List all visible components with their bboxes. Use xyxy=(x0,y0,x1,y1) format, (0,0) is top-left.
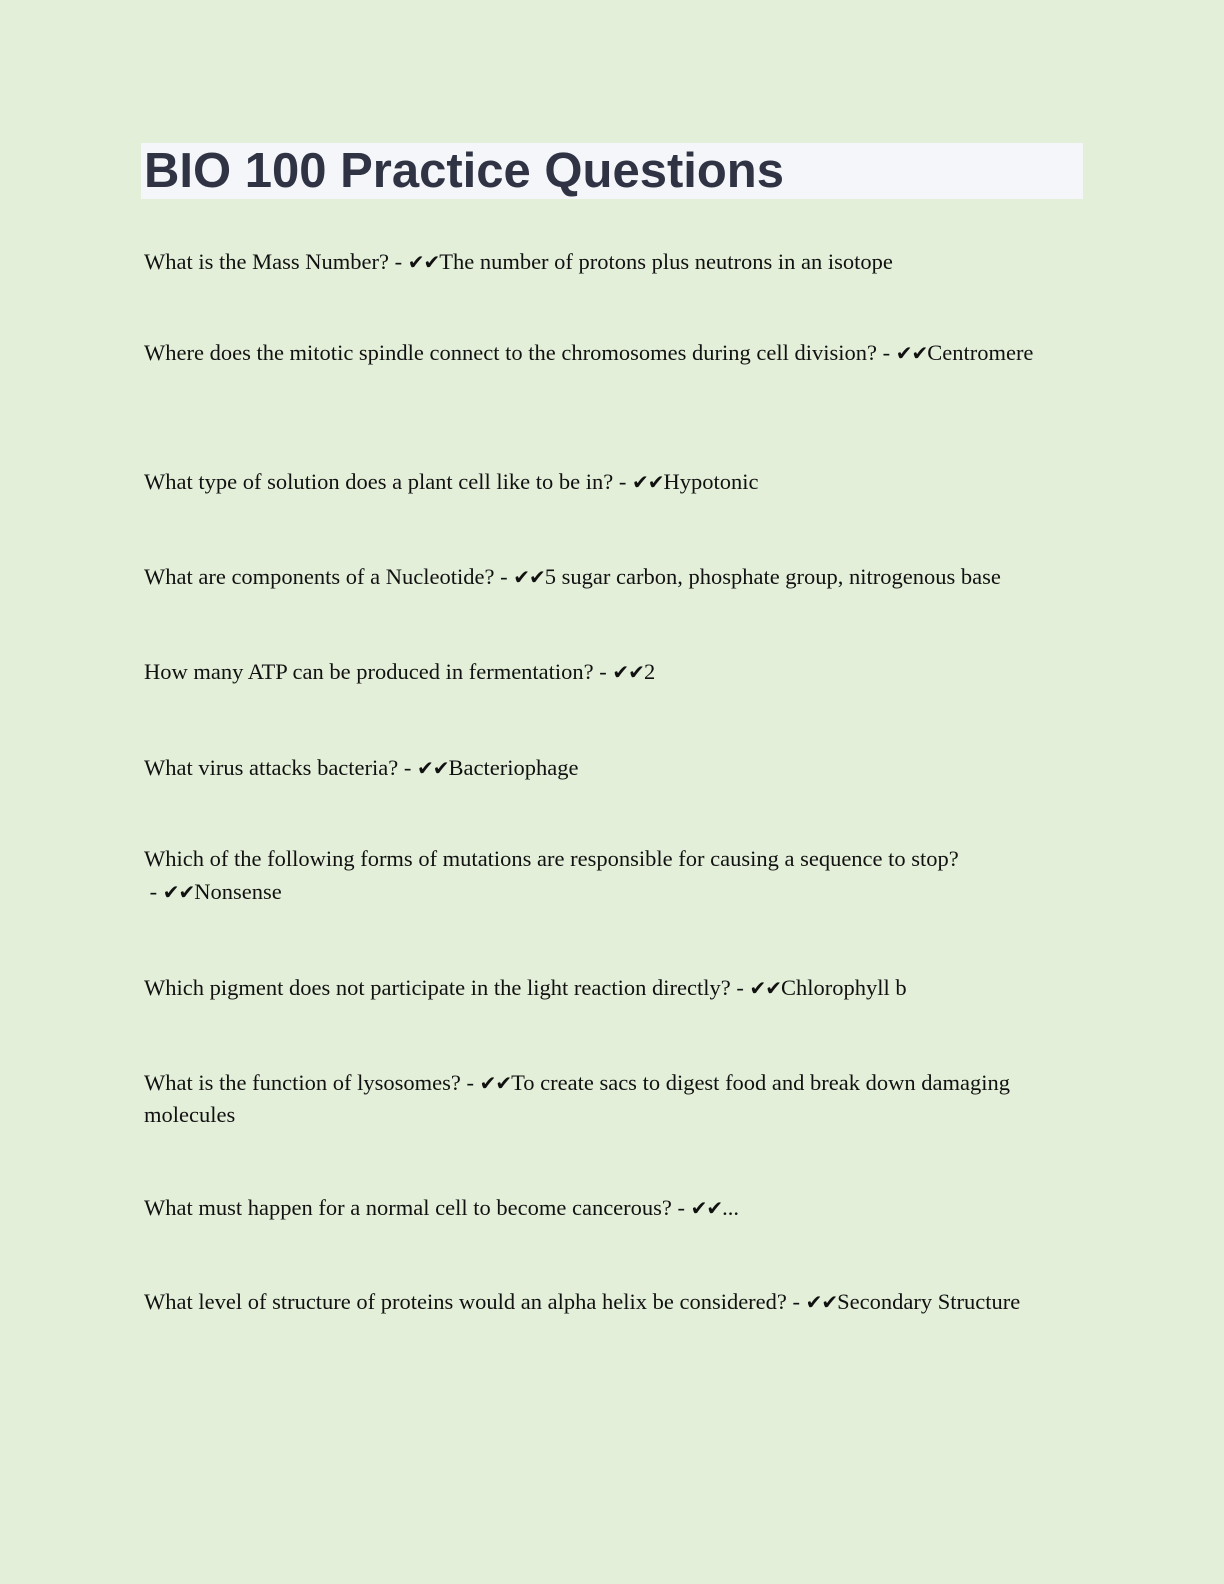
double-check-icon: ✔✔ xyxy=(690,1196,723,1220)
page-title: BIO 100 Practice Questions xyxy=(144,144,784,198)
double-check-icon: ✔✔ xyxy=(513,565,545,589)
qa-item-9 xyxy=(144,1067,1079,1130)
double-check-icon: ✔✔ xyxy=(479,1071,512,1095)
separator: - xyxy=(494,564,514,589)
qa-item-4 xyxy=(144,560,1079,594)
answer-text: Nonsense xyxy=(194,879,282,904)
answer-text: ... xyxy=(722,1195,740,1220)
question-text: What must happen for a normal cell to become cancerous? xyxy=(144,1195,672,1220)
question-text: What is the function of lysosomes? xyxy=(144,1070,461,1095)
qa-item-1 xyxy=(144,245,1079,279)
separator: - xyxy=(144,879,163,904)
double-check-icon: ✔✔ xyxy=(749,976,781,1000)
question-text: Which of the following forms of mutations are responsible for causing a sequence to stop? xyxy=(144,846,959,871)
separator: - xyxy=(876,340,896,365)
separator: - xyxy=(388,249,408,274)
qa-item-10 xyxy=(144,1191,1079,1225)
double-check-icon: ✔✔ xyxy=(805,1290,838,1314)
double-check-icon: ✔✔ xyxy=(612,660,644,684)
double-check-icon: ✔✔ xyxy=(407,250,440,274)
question-text: What level of structure of proteins would an alpha helix be considered? xyxy=(144,1289,787,1314)
answer-text: 2 xyxy=(643,659,656,684)
separator: - xyxy=(460,1070,480,1095)
double-check-icon: ✔✔ xyxy=(895,341,928,365)
question-text: Which pigment does not participate in the light reaction directly? xyxy=(144,975,731,1000)
answer-text: Centromere xyxy=(927,340,1034,365)
page-title-bar xyxy=(141,143,1083,199)
question-text: What type of solution does a plant cell like to be in? xyxy=(144,469,614,494)
question-text: How many ATP can be produced in fermentation? xyxy=(144,659,594,684)
qa-item-2 xyxy=(144,336,1079,370)
qa-item-8 xyxy=(144,971,1079,1005)
qa-item-11 xyxy=(144,1286,1079,1318)
separator: - xyxy=(398,755,417,780)
separator: - xyxy=(613,469,632,494)
answer-text: Bacteriophage xyxy=(448,755,579,780)
separator: - xyxy=(786,1289,806,1314)
answer-text: Chlorophyll b xyxy=(780,975,907,1000)
answer-text: Hypotonic xyxy=(663,469,759,494)
answer-text: Secondary Structure xyxy=(837,1289,1021,1314)
qa-item-5 xyxy=(144,655,1079,689)
separator: - xyxy=(671,1195,691,1220)
answer-text: The number of protons plus neutrons in an isotope xyxy=(439,249,893,274)
qa-item-7 xyxy=(144,842,1079,909)
double-check-icon: ✔✔ xyxy=(417,756,449,780)
question-text: Where does the mitotic spindle connect to the chromosomes during cell division? xyxy=(144,340,877,365)
double-check-icon: ✔✔ xyxy=(162,880,195,904)
question-text: What is the Mass Number? xyxy=(144,249,389,274)
answer-text: 5 sugar carbon, phosphate group, nitrogenous base xyxy=(544,564,1001,589)
separator: - xyxy=(730,975,750,1000)
qa-item-3 xyxy=(144,465,1079,499)
separator: - xyxy=(593,659,613,684)
answer-text: To create sacs to digest food and break down damaging molecules xyxy=(144,1070,1010,1127)
qa-item-6 xyxy=(144,751,1079,785)
double-check-icon: ✔✔ xyxy=(632,470,664,494)
question-text: What virus attacks bacteria? xyxy=(144,755,399,780)
question-text: What are components of a Nucleotide? xyxy=(144,564,495,589)
